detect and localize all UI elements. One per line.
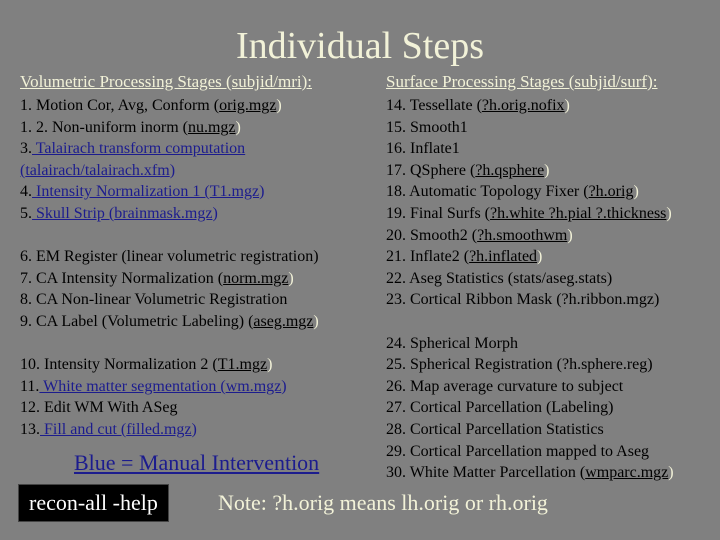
step-number: 23.	[386, 291, 406, 309]
step-number: 25.	[386, 356, 406, 374]
step-number: 11.	[20, 377, 40, 395]
step-output-file: aseg.mgz	[253, 312, 314, 330]
left-step-item	[20, 181, 319, 203]
right-step-item	[386, 160, 674, 182]
step-text: Cortical Parcellation mapped to Aseg	[406, 442, 650, 460]
step-paren: )	[281, 377, 287, 395]
step-output-file: T1.mgz	[209, 183, 260, 201]
step-number: 5.	[20, 204, 32, 222]
step-number: 9.	[20, 312, 32, 330]
step-text: Inflate1	[406, 140, 460, 158]
left-step-item	[20, 246, 319, 268]
step-text: Motion Cor, Avg, Conform (	[32, 97, 220, 114]
step-output-file: ?h.smoothwm	[477, 226, 568, 244]
step-paren: )	[169, 161, 176, 179]
step-text: CA Label (Volumetric Labeling) (	[32, 312, 254, 330]
right-step-item	[386, 462, 674, 484]
step-output-file: ?h.orig	[588, 183, 634, 201]
step-text: Automatic Topology Fixer (	[406, 183, 589, 201]
step-number: 3.	[20, 140, 32, 158]
step-text: Final Surfs (	[406, 204, 490, 222]
step-text: White Matter Parcellation (	[406, 464, 586, 482]
step-paren: )	[537, 248, 543, 266]
step-paren: )	[567, 226, 573, 244]
step-number: 8.	[20, 291, 32, 309]
step-number: 1.	[20, 97, 32, 114]
step-number: 16.	[386, 140, 406, 158]
surface-steps-list	[386, 95, 674, 484]
left-step-item	[20, 225, 319, 247]
right-step-item	[386, 117, 674, 139]
left-step-item	[20, 138, 319, 160]
right-step-item	[386, 246, 674, 268]
step-number: 4.	[20, 183, 32, 201]
step-text: 2. Non-uniform inorm (	[32, 118, 188, 136]
step-text: EM Register (linear volumetric registration)	[32, 248, 319, 266]
step-output-file: wmparc.mgz	[585, 464, 669, 482]
step-output-file: talairach/talairach.xfm	[25, 161, 170, 179]
step-text: Edit WM With ASeg	[40, 399, 178, 417]
step-paren: )	[633, 183, 639, 201]
right-step-item	[386, 181, 674, 203]
step-paren: )	[259, 183, 265, 201]
step-output-file: norm.mgz	[223, 269, 289, 287]
step-number: 27.	[386, 399, 406, 417]
step-text: White matter segmentation (	[39, 377, 226, 395]
step-number: 6.	[20, 248, 32, 266]
right-step-item	[386, 289, 674, 311]
left-step-item	[20, 419, 319, 441]
right-step-item	[386, 95, 674, 117]
step-number: 20.	[386, 226, 406, 244]
left-step-item	[20, 268, 319, 290]
step-number: 30.	[386, 464, 406, 482]
step-output-file: T1.mgz	[217, 356, 268, 374]
step-text: Tessellate (	[406, 97, 482, 114]
right-step-item	[386, 419, 674, 441]
step-text: Aseg Statistics (stats/aseg.stats)	[406, 269, 613, 287]
step-text: Spherical Morph	[406, 334, 518, 352]
step-text: Talairach transform computation	[32, 140, 246, 158]
step-output-file: wm.mgz	[225, 377, 282, 395]
step-number: 29.	[386, 442, 406, 460]
step-text: Inflate2 (	[406, 248, 470, 266]
step-paren: )	[235, 118, 241, 136]
step-text: Spherical Registration (?h.sphere.reg)	[406, 356, 653, 374]
step-paren: )	[564, 97, 570, 114]
right-step-item	[386, 333, 674, 355]
step-paren: )	[191, 420, 197, 438]
step-output-file: ?h.white ?h.pial ?.thickness	[490, 204, 667, 222]
step-paren: )	[212, 204, 218, 222]
footer-note: Note: ?h.orig means lh.orig or rh.orig	[218, 490, 548, 515]
left-step-item	[20, 95, 319, 117]
step-text: Cortical Parcellation (Labeling)	[406, 399, 614, 417]
slide-title: Individual Steps	[235, 25, 485, 67]
step-text: Smooth2 (	[406, 226, 478, 244]
step-text: Intensity Normalization 2 (	[40, 356, 218, 374]
step-text: Fill and cut (	[40, 420, 127, 438]
step-text: CA Non-linear Volumetric Registration	[32, 291, 288, 309]
step-number: 13.	[20, 420, 40, 438]
step-number: 22.	[386, 269, 406, 287]
step-text: Smooth1	[406, 118, 468, 136]
right-step-item	[386, 203, 674, 225]
step-number: 7.	[20, 269, 32, 287]
step-paren: )	[666, 204, 672, 222]
right-step-item	[386, 268, 674, 290]
step-paren: )	[668, 464, 674, 482]
step-number: 10.	[20, 356, 40, 374]
step-output-file: ?h.inflated	[469, 248, 538, 266]
step-text: Cortical Ribbon Mask (?h.ribbon.mgz)	[406, 291, 660, 309]
step-number: 26.	[386, 377, 406, 395]
step-number: 1.	[20, 118, 32, 136]
right-step-item	[386, 311, 674, 333]
step-paren: )	[276, 97, 282, 114]
volumetric-steps-list	[20, 95, 319, 441]
step-number: 18.	[386, 183, 406, 201]
recon-all-help-box: recon-all -help	[18, 484, 169, 522]
step-number: 28.	[386, 420, 406, 438]
left-step-item	[20, 333, 319, 355]
step-output-file: filled.mgz	[126, 420, 192, 438]
step-output-file: brainmask.mgz	[114, 204, 213, 222]
step-text: Cortical Parcellation Statistics	[406, 420, 604, 438]
left-step-item	[20, 117, 319, 139]
volumetric-header: Volumetric Processing Stages (subjid/mri):	[20, 72, 312, 91]
step-paren: )	[288, 269, 294, 287]
right-step-item	[386, 441, 674, 463]
step-number: 15.	[386, 118, 406, 136]
step-text: Map average curvature to subject	[406, 377, 624, 395]
right-step-item	[386, 397, 674, 419]
step-number: 14.	[386, 97, 406, 114]
step-text: Intensity Normalization 1 (	[32, 183, 210, 201]
manual-intervention-legend: Blue = Manual Intervention	[74, 450, 320, 475]
left-step-item	[20, 289, 319, 311]
step-number: 21.	[386, 248, 406, 266]
right-step-item	[386, 354, 674, 376]
step-number: 17.	[386, 161, 406, 179]
step-paren: )	[313, 312, 319, 330]
left-step-item	[20, 376, 319, 398]
step-text: Skull Strip (	[32, 204, 115, 222]
step-paren: )	[267, 356, 273, 374]
right-step-item	[386, 376, 674, 398]
surface-header: Surface Processing Stages (subjid/surf):	[386, 72, 658, 91]
step-number: 24.	[386, 334, 406, 352]
step-text: (	[20, 161, 26, 179]
right-step-item	[386, 225, 674, 247]
left-step-item	[20, 203, 319, 225]
step-output-file: nu.mgz	[187, 118, 236, 136]
step-text: QSphere (	[406, 161, 476, 179]
left-step-item	[20, 354, 319, 376]
left-step-item	[20, 397, 319, 419]
left-step-item	[20, 160, 319, 182]
step-paren: )	[544, 161, 550, 179]
right-step-item	[386, 138, 674, 160]
step-output-file: orig.mgz	[219, 97, 277, 114]
step-number: 12.	[20, 399, 40, 417]
step-text: CA Intensity Normalization (	[32, 269, 224, 287]
step-number: 19.	[386, 204, 406, 222]
step-output-file: ?h.qsphere	[475, 161, 545, 179]
left-step-item	[20, 311, 319, 333]
step-output-file: ?h.orig.nofix	[481, 97, 565, 114]
